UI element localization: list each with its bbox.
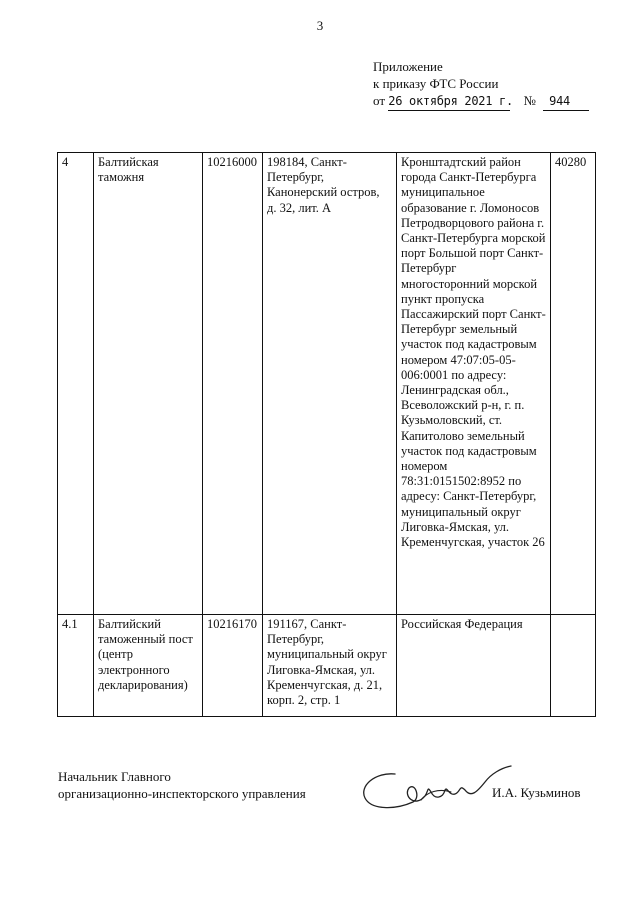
signatory-title	[58, 768, 306, 802]
date-prefix: от	[373, 93, 386, 108]
table-row	[58, 615, 596, 717]
signatory-name: И.А. Кузьминов	[492, 785, 581, 800]
customs-address: 191167, Санкт-Петербург, муниципальный округ Лиговка-Ямская, ул. Кременчугская, д. 21, корп. 2, стр. 1	[263, 615, 397, 717]
appendix-order-ref: к приказу ФТС России	[373, 76, 499, 91]
number-label: №	[523, 93, 536, 108]
customs-name: Балтийская таможня	[94, 153, 203, 615]
oktmo-code	[551, 615, 596, 717]
oktmo-code: 40280	[551, 153, 596, 615]
appendix-title: Приложение	[373, 59, 443, 74]
customs-code: 10216000	[203, 153, 263, 615]
table-row	[58, 153, 596, 615]
region-of-activity: Российская Федерация	[397, 615, 551, 717]
row-number: 4	[58, 153, 94, 615]
customs-table	[57, 152, 596, 717]
customs-address: 198184, Санкт-Петербург, Канонерский остров, д. 32, лит. А	[263, 153, 397, 615]
appendix-date-line	[373, 92, 589, 111]
appendix-header	[373, 58, 589, 111]
signatory-title-line2: организационно-инспекторского управления	[58, 786, 306, 801]
customs-name: Балтийский таможенный пост (центр электронного декларирования)	[94, 615, 203, 717]
row-number: 4.1	[58, 615, 94, 717]
signatory-title-line1: Начальник Главного	[58, 769, 171, 784]
customs-code: 10216170	[203, 615, 263, 717]
page-number: 3	[316, 18, 324, 33]
order-number: 944	[543, 93, 589, 111]
order-date: 26 октября 2021 г.	[388, 93, 510, 111]
region-of-activity: Кронштадтский район города Санкт-Петербурга муниципальное образование г. Ломоносов Петродворцового района г. Санкт-Петербурга морской порт Большой порт Санкт-Петербург многосторонний морской пункт пропуска Пассажирский порт Санкт-Петербург земельный участок под кадастровым номером 47:07:05-05-006:0001 по адресу: Ленинградская обл., Всеволожский р-н, г. п. Кузьмоловский, ст. Капитолово земельный участок под кадастровым номером 78:31:0151502:8952 по адресу: Санкт-Петербург, муниципальный округ Лиговка-Ямская, ул. Кременчугская, участок 26	[397, 153, 551, 615]
handwritten-signature	[355, 752, 515, 822]
